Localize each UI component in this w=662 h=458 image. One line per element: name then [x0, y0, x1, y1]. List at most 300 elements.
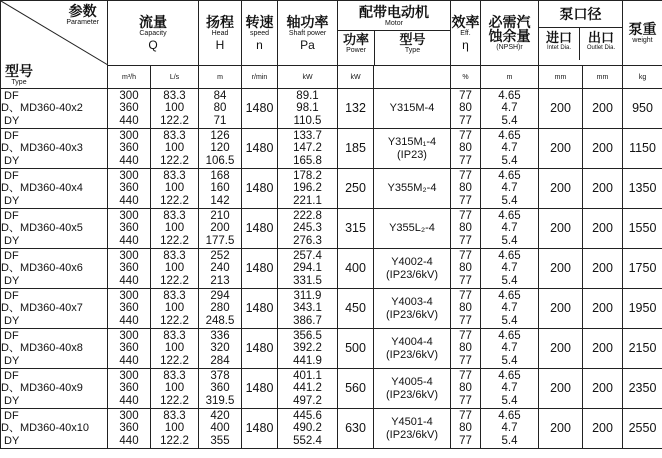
shaft-power-value: 178.2 — [293, 169, 322, 182]
shaft-power-cell — [278, 169, 338, 209]
pump-type-line2: D、MD360-40x8 — [1, 342, 83, 355]
table-row — [1, 329, 662, 369]
inlet-cell: 200 — [539, 409, 583, 449]
shaft-power-value: 257.4 — [293, 249, 322, 262]
shaft-power-value: 147.2 — [293, 142, 322, 155]
param-header — [66, 4, 99, 26]
flow-ls-value: 100 — [164, 182, 185, 195]
inlet-cell: 200 — [539, 249, 583, 289]
flow-m3h-cell — [108, 249, 151, 289]
npsh-value: 5.4 — [501, 434, 518, 447]
motor-type-value: (IP23) — [397, 148, 427, 161]
motor-type-value: Y315M₁-4 — [387, 135, 437, 148]
npsh-value: 4.65 — [498, 169, 521, 182]
flow-ls-value: 122.2 — [160, 314, 189, 327]
pump-type-line3: DY — [4, 154, 20, 167]
inlet-cell: 200 — [539, 129, 583, 169]
pump-type-cell — [1, 329, 108, 369]
pump-type-line3: DY — [4, 354, 20, 367]
outlet-cell: 200 — [583, 249, 623, 289]
flow-ls-value: 100 — [164, 262, 185, 275]
shaft-power-cell — [278, 89, 338, 129]
weight-cell: 1950 — [623, 289, 662, 329]
motor-power-header-zh: 功率 — [342, 32, 369, 47]
shaft-power-value: 401.1 — [293, 369, 322, 382]
table-row — [1, 249, 662, 289]
flow-ls-value: 122.2 — [160, 114, 189, 127]
flow-m3h-value: 440 — [119, 274, 139, 287]
pump-type-line3: DY — [4, 234, 20, 247]
flow-ls-value: 100 — [164, 422, 185, 435]
npsh-value: 4.7 — [501, 262, 518, 275]
motor-type-value: Y315M-4 — [389, 102, 435, 114]
model-header — [5, 64, 33, 86]
outlet-cell: 200 — [583, 409, 623, 449]
shaft-power-value: 221.1 — [293, 194, 322, 207]
shaft-power-value: 196.2 — [293, 182, 322, 195]
npsh-value: 5.4 — [501, 194, 518, 207]
head-value: 142 — [210, 194, 230, 207]
head-value: 168 — [210, 169, 230, 182]
efficiency-cell — [451, 249, 481, 289]
dia-header-zh: 泵口径 — [559, 6, 602, 22]
pump-type-line3: DY — [4, 274, 20, 287]
shaft-power-value: 356.5 — [293, 329, 322, 342]
head-value: 200 — [210, 222, 230, 235]
efficiency-cell — [451, 369, 481, 409]
motor-type-cell — [374, 249, 451, 289]
npsh-cell — [481, 249, 539, 289]
flow-ls-cell — [151, 409, 199, 449]
shaft-power-value: 311.9 — [293, 289, 322, 302]
unit-shaft: kW — [278, 66, 338, 89]
efficiency-value: 77 — [459, 209, 472, 222]
motor-type-value: (IP23/6kV) — [386, 268, 438, 281]
pump-type-line1: DF — [4, 129, 19, 142]
flow-m3h-value: 300 — [119, 169, 139, 182]
npsh-value: 5.4 — [501, 234, 518, 247]
shaft-power-value: 276.3 — [293, 234, 322, 247]
npsh-value: 4.7 — [501, 422, 518, 435]
param-header-zh: 参数 — [68, 3, 97, 19]
motor-type-cell — [374, 409, 451, 449]
table-row — [1, 209, 662, 249]
inlet-cell: 200 — [539, 169, 583, 209]
shaft-power-cell — [278, 249, 338, 289]
flow-ls-value: 83.3 — [163, 369, 186, 382]
efficiency-value: 77 — [459, 169, 472, 182]
weight-cell: 2150 — [623, 329, 662, 369]
head-value: 80 — [213, 102, 227, 115]
efficiency-value: 77 — [459, 369, 472, 382]
motor-type-value: (IP23/6kV) — [386, 308, 438, 321]
eff-header-en: Eff. — [460, 30, 471, 37]
unit-npsh: m — [481, 66, 539, 89]
flow-ls-value: 100 — [164, 342, 185, 355]
flow-m3h-value: 440 — [119, 154, 139, 167]
efficiency-value: 77 — [459, 154, 472, 167]
efficiency-value: 77 — [459, 194, 472, 207]
shaft-power-value: 222.8 — [293, 209, 322, 222]
dia-subheaders — [539, 27, 622, 60]
pump-type-line1: DF — [4, 169, 19, 182]
npsh-cell — [481, 169, 539, 209]
motor-power-cell: 500 — [338, 329, 374, 369]
head-value: 280 — [210, 302, 230, 315]
weight-cell: 1550 — [623, 209, 662, 249]
npsh-value: 4.65 — [498, 129, 521, 142]
flow-m3h-value: 440 — [119, 314, 139, 327]
npsh-value: 5.4 — [501, 154, 518, 167]
npsh-value: 5.4 — [501, 394, 518, 407]
inlet-cell: 200 — [539, 89, 583, 129]
npsh-value: 4.7 — [501, 222, 518, 235]
speed-header-zh: 转速 — [245, 14, 274, 30]
pump-type-cell — [1, 369, 108, 409]
flow-ls-cell — [151, 289, 199, 329]
weight-cell: 1750 — [623, 249, 662, 289]
pump-type-line3: DY — [4, 114, 20, 127]
shaft-header — [278, 1, 338, 66]
flow-ls-value: 83.3 — [163, 209, 186, 222]
efficiency-cell — [451, 129, 481, 169]
flow-m3h-cell — [108, 89, 151, 129]
npsh-cell — [481, 209, 539, 249]
npsh-value: 4.65 — [498, 249, 521, 262]
motor-type-header — [375, 31, 450, 65]
head-value: 71 — [213, 114, 227, 127]
motor-power-cell: 132 — [338, 89, 374, 129]
flow-m3h-value: 300 — [119, 249, 139, 262]
shaft-power-value: 445.6 — [293, 409, 322, 422]
shaft-power-cell — [278, 369, 338, 409]
head-value: 360 — [210, 382, 230, 395]
head-cell — [199, 409, 242, 449]
eff-header — [451, 1, 481, 66]
efficiency-value: 77 — [459, 234, 472, 247]
npsh-value: 4.65 — [498, 409, 521, 422]
model-header-en: Type — [11, 79, 27, 86]
flow-m3h-value: 360 — [119, 222, 139, 235]
shaft-power-value: 89.1 — [296, 89, 319, 102]
motor-power-cell: 630 — [338, 409, 374, 449]
pump-type-line1: DF — [4, 409, 19, 422]
unit-outlet: mm — [583, 66, 623, 89]
shaft-power-value: 392.2 — [293, 342, 322, 355]
npsh-cell — [481, 289, 539, 329]
inlet-cell: 200 — [539, 209, 583, 249]
pump-type-cell — [1, 209, 108, 249]
motor-type-cell — [374, 209, 451, 249]
motor-type-value: Y4003-4 — [391, 295, 433, 308]
pump-type-cell — [1, 169, 108, 209]
efficiency-cell — [451, 169, 481, 209]
shaft-power-cell — [278, 129, 338, 169]
table-row — [1, 289, 662, 329]
inlet-cell: 200 — [539, 329, 583, 369]
flow-m3h-cell — [108, 289, 151, 329]
head-cell — [199, 329, 242, 369]
shaft-power-value: 343.1 — [293, 302, 322, 315]
inlet-cell: 200 — [539, 289, 583, 329]
head-value: 248.5 — [205, 314, 235, 327]
motor-type-value: Y4501-4 — [391, 415, 433, 428]
npsh-value: 4.7 — [501, 342, 518, 355]
head-cell — [199, 249, 242, 289]
shaft-power-cell — [278, 329, 338, 369]
flow-m3h-value: 440 — [119, 234, 139, 247]
flow-ls-cell — [151, 249, 199, 289]
npsh-cell — [481, 129, 539, 169]
motor-type-value: Y355L₂-4 — [389, 222, 435, 234]
flow-ls-value: 100 — [164, 142, 185, 155]
flow-m3h-value: 440 — [119, 354, 139, 367]
speed-cell: 1480 — [242, 169, 278, 209]
shaft-power-value: 441.2 — [293, 382, 322, 395]
npsh-value: 4.7 — [501, 142, 518, 155]
pump-type-cell — [1, 89, 108, 129]
flow-m3h-value: 360 — [119, 142, 139, 155]
pump-type-cell — [1, 129, 108, 169]
head-value: 240 — [210, 262, 230, 275]
table-row — [1, 369, 662, 409]
flow-m3h-value: 360 — [119, 422, 139, 435]
efficiency-value: 80 — [459, 422, 472, 435]
npsh-header-en: (NPSH)r — [496, 44, 523, 51]
npsh-value: 5.4 — [501, 274, 518, 287]
inlet-header — [539, 28, 580, 60]
flow-m3h-value: 300 — [119, 289, 139, 302]
weight-cell: 1150 — [623, 129, 662, 169]
weight-cell: 2550 — [623, 409, 662, 449]
shaft-power-value: 294.1 — [293, 262, 322, 275]
flow-m3h-value: 300 — [119, 369, 139, 382]
flow-ls-value: 122.2 — [160, 354, 189, 367]
efficiency-cell — [451, 289, 481, 329]
speed-cell: 1480 — [242, 209, 278, 249]
efficiency-cell — [451, 409, 481, 449]
npsh-value: 4.65 — [498, 289, 521, 302]
npsh-value: 5.4 — [501, 114, 518, 127]
pump-type-line2: D、MD360-40x6 — [1, 262, 83, 275]
shaft-header-zh: 轴功率 — [286, 14, 329, 30]
head-value: 160 — [210, 182, 230, 195]
flow-ls-value: 83.3 — [163, 329, 186, 342]
npsh-value: 4.65 — [498, 369, 521, 382]
unit-flow-ls: L/s — [151, 66, 199, 89]
inlet-cell: 200 — [539, 369, 583, 409]
motor-type-cell — [374, 369, 451, 409]
speed-cell: 1480 — [242, 129, 278, 169]
motor-type-cell — [374, 89, 451, 129]
flow-m3h-value: 360 — [119, 342, 139, 355]
motor-header — [338, 1, 451, 66]
head-value: 120 — [210, 142, 230, 155]
head-value: 378 — [210, 369, 230, 382]
param-header-en: Parameter — [66, 19, 99, 26]
motor-power-header-en: Power — [346, 47, 366, 54]
motor-type-header-en: Type — [404, 47, 421, 54]
head-value: 84 — [213, 89, 227, 102]
outlet-header-zh: 出口 — [588, 30, 615, 45]
efficiency-value: 80 — [459, 142, 472, 155]
head-value: 213 — [210, 274, 230, 287]
shaft-header-sym: Pa — [300, 38, 315, 52]
flow-m3h-value: 300 — [119, 409, 139, 422]
flow-header-sym: Q — [148, 38, 158, 52]
flow-ls-value: 100 — [164, 302, 185, 315]
flow-ls-value: 83.3 — [163, 89, 186, 102]
head-value: 210 — [210, 209, 230, 222]
flow-ls-value: 122.2 — [160, 434, 189, 447]
weight-cell: 950 — [623, 89, 662, 129]
shaft-power-value: 110.5 — [293, 114, 322, 127]
flow-m3h-value: 300 — [119, 129, 139, 142]
pump-type-cell — [1, 289, 108, 329]
shaft-power-value: 386.7 — [293, 314, 322, 327]
pump-type-line2: D、MD360-40x2 — [1, 102, 83, 115]
model-header-zh: 型号 — [5, 63, 33, 79]
motor-power-header — [338, 31, 375, 65]
outlet-header-en: Outlet Dia. — [586, 45, 616, 51]
head-header-en: Head — [211, 30, 229, 37]
motor-type-value: (IP23/6kV) — [386, 428, 438, 441]
flow-m3h-value: 360 — [119, 182, 139, 195]
efficiency-cell — [451, 329, 481, 369]
outlet-cell: 200 — [583, 369, 623, 409]
motor-power-cell: 250 — [338, 169, 374, 209]
efficiency-value: 80 — [459, 382, 472, 395]
motor-power-cell: 315 — [338, 209, 374, 249]
motor-subheaders — [338, 30, 450, 65]
flow-ls-value: 83.3 — [163, 409, 186, 422]
flow-ls-value: 100 — [164, 102, 185, 115]
weight-header — [623, 1, 662, 66]
shaft-power-value: 98.1 — [296, 102, 319, 115]
head-cell — [199, 209, 242, 249]
flow-m3h-value: 300 — [119, 329, 139, 342]
flow-ls-cell — [151, 329, 199, 369]
flow-m3h-cell — [108, 209, 151, 249]
npsh-value: 4.7 — [501, 302, 518, 315]
shaft-power-value: 497.2 — [293, 394, 322, 407]
flow-m3h-value: 440 — [119, 394, 139, 407]
unit-type — [374, 66, 451, 89]
flow-m3h-value: 360 — [119, 302, 139, 315]
weight-header-en: weight — [632, 37, 653, 44]
head-value: 355 — [210, 434, 230, 447]
motor-header-zh: 配带电动机 — [359, 4, 429, 20]
pump-type-line1: DF — [4, 89, 19, 102]
efficiency-value: 77 — [459, 394, 472, 407]
flow-m3h-cell — [108, 129, 151, 169]
npsh-header-zh2: 蚀余量 — [488, 28, 531, 44]
efficiency-cell — [451, 209, 481, 249]
head-header-zh: 扬程 — [206, 14, 234, 30]
efficiency-value: 80 — [459, 222, 472, 235]
speed-cell: 1480 — [242, 289, 278, 329]
efficiency-value: 77 — [459, 434, 472, 447]
table-row — [1, 89, 662, 129]
eff-header-sym: η — [462, 38, 469, 52]
efficiency-value: 77 — [459, 354, 472, 367]
efficiency-value: 80 — [459, 182, 472, 195]
motor-power-cell: 560 — [338, 369, 374, 409]
motor-type-value: Y4002-4 — [391, 255, 433, 268]
efficiency-value: 77 — [459, 129, 472, 142]
npsh-value: 4.65 — [498, 329, 521, 342]
motor-power-cell: 185 — [338, 129, 374, 169]
head-cell — [199, 129, 242, 169]
head-cell — [199, 169, 242, 209]
efficiency-value: 77 — [459, 89, 472, 102]
flow-m3h-value: 440 — [119, 434, 139, 447]
pump-type-line2: D、MD360-40x3 — [1, 142, 83, 155]
speed-header-en: speed — [249, 30, 270, 37]
flow-ls-value: 122.2 — [160, 194, 189, 207]
npsh-cell — [481, 89, 539, 129]
shaft-power-value: 331.5 — [293, 274, 322, 287]
npsh-value: 4.7 — [501, 382, 518, 395]
motor-power-cell: 450 — [338, 289, 374, 329]
flow-m3h-value: 360 — [119, 102, 139, 115]
speed-cell: 1480 — [242, 409, 278, 449]
outlet-cell: 200 — [583, 129, 623, 169]
motor-type-value: Y355M₂-4 — [387, 182, 437, 194]
efficiency-value: 80 — [459, 102, 472, 115]
flow-ls-value: 83.3 — [163, 249, 186, 262]
pump-type-line1: DF — [4, 249, 19, 262]
eff-header-zh: 效率 — [451, 14, 480, 30]
shaft-power-value: 552.4 — [293, 434, 322, 447]
inlet-header-en: Intet Dia. — [546, 45, 571, 51]
head-header — [199, 1, 242, 66]
pump-type-line3: DY — [4, 434, 20, 447]
npsh-value: 4.65 — [498, 209, 521, 222]
head-value: 177.5 — [205, 234, 235, 247]
head-value: 126 — [210, 129, 230, 142]
motor-type-value: Y4004-4 — [391, 335, 433, 348]
shaft-power-value: 490.2 — [293, 422, 322, 435]
npsh-value: 5.4 — [501, 314, 518, 327]
flow-m3h-cell — [108, 369, 151, 409]
efficiency-value: 80 — [459, 302, 472, 315]
outlet-cell: 200 — [583, 89, 623, 129]
flow-m3h-value: 360 — [119, 262, 139, 275]
weight-header-zh: 泵重 — [628, 21, 657, 37]
outlet-cell: 200 — [583, 329, 623, 369]
flow-m3h-value: 440 — [119, 114, 139, 127]
flow-ls-value: 122.2 — [160, 394, 189, 407]
flow-header-zh: 流量 — [139, 14, 167, 30]
speed-header-sym: n — [256, 38, 263, 52]
flow-m3h-cell — [108, 409, 151, 449]
unit-inlet: mm — [539, 66, 583, 89]
unit-eff: % — [451, 66, 481, 89]
unit-power: kW — [338, 66, 374, 89]
flow-header — [108, 1, 199, 66]
head-value: 320 — [210, 342, 230, 355]
flow-ls-cell — [151, 169, 199, 209]
efficiency-value: 77 — [459, 249, 472, 262]
head-value: 319.5 — [205, 394, 235, 407]
weight-cell: 1350 — [623, 169, 662, 209]
head-value: 294 — [210, 289, 230, 302]
motor-power-cell: 400 — [338, 249, 374, 289]
shaft-header-en: Shaft power — [288, 30, 327, 37]
motor-type-value: (IP23/6kV) — [386, 348, 438, 361]
flow-ls-cell — [151, 369, 199, 409]
